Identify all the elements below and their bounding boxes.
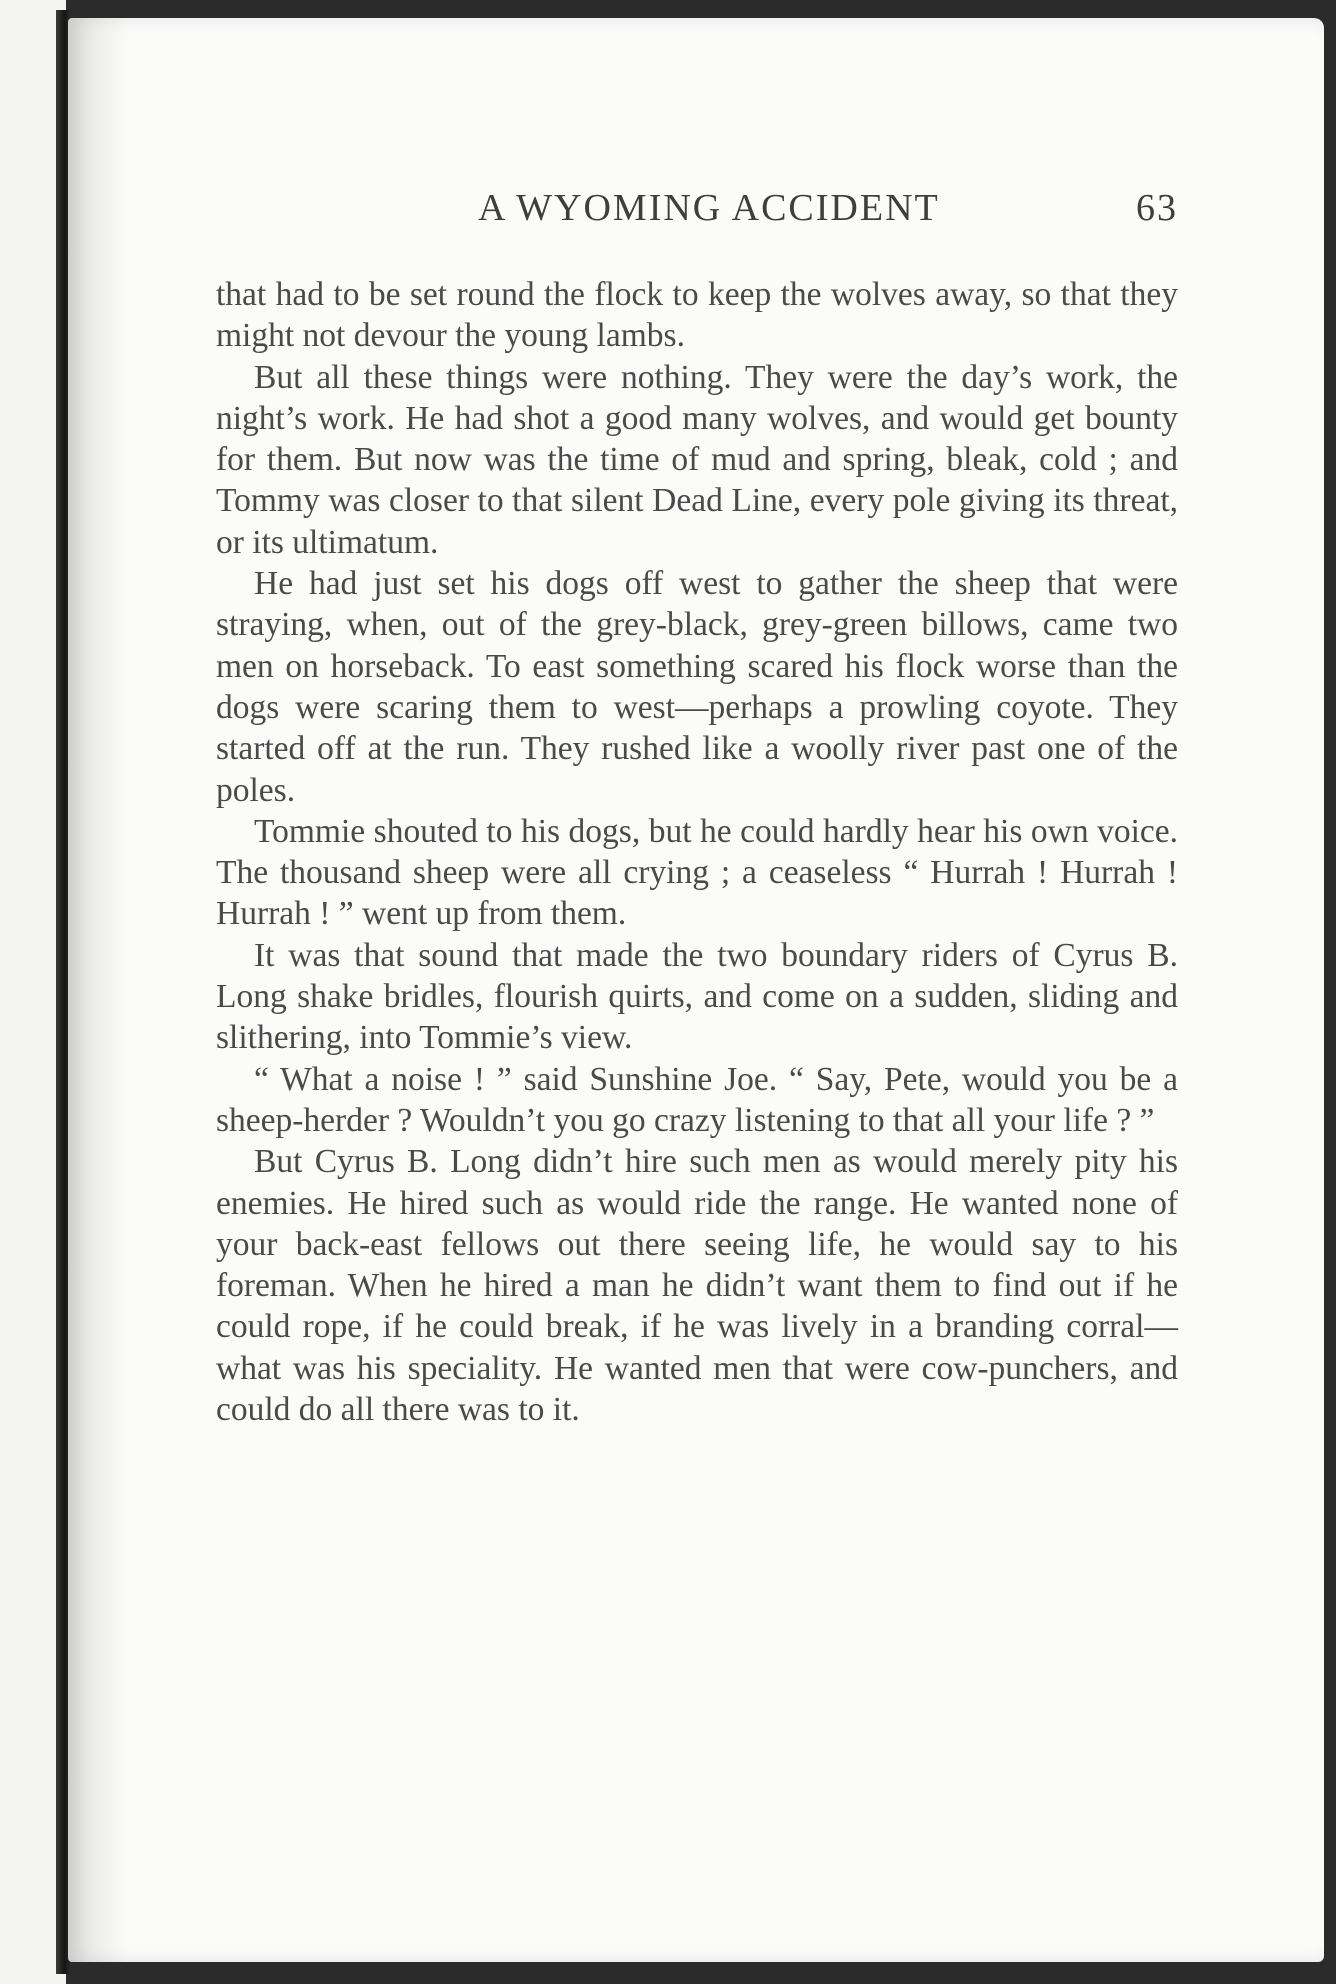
paragraph-5: It was that sound that made the two boundary riders of Cyrus B. Long shake bridles, flourish quirts, and come on a sudden, sliding and slithering, into Tommie’s view. xyxy=(216,936,1178,1057)
paragraph-4: Tommie shouted to his dogs, but he could hardly hear his own voice. The thousand sheep were all crying ; a ceaseless “ Hurrah ! Hurrah ! Hurrah ! ” went up from them. xyxy=(216,812,1178,933)
paragraph-7: But Cyrus B. Long didn’t hire such men as would merely pity his enemies. He hired such as would ride the range. He wanted none of your back-east fellows out there seeing life, he would say to his foreman. When he hired a man he didn’t want them to find out if he could rope, if he could break, if he was lively in a branding corral—what was his speciality. He wanted men that were cow-punchers, and could do all there was to it. xyxy=(216,1143,1178,1429)
paragraph-6: “ What a noise ! ” said Sunshine Joe. “ Say, Pete, would you be a sheep-herder ? Wouldn’t you go crazy listening to that all your life ? ” xyxy=(216,1060,1178,1139)
page-number: 63 xyxy=(1136,187,1178,229)
paragraph-2: But all these things were nothing. They were the day’s work, the night’s work. He had shot a good many wolves, and would get bounty for them. But now was the time of mud and spring, bleak, cold ; and Tommy was closer to that silent Dead Line, every pole giving its threat, or its ultimatum. xyxy=(216,358,1178,561)
running-head xyxy=(216,186,1178,246)
page-gutter-shadow xyxy=(68,18,128,1962)
running-title: A WYOMING ACCIDENT xyxy=(478,187,940,229)
paragraph-3: He had just set his dogs off west to gather the sheep that were straying, when, out of the grey-black, grey-green billows, came two men on horseback. To east something scared his flock worse than the dogs were scaring them to west—perhaps a prowling coyote. They started off at the run. They rushed like a woolly river past one of the poles. xyxy=(216,565,1178,809)
paragraph-1: that had to be set round the flock to keep the wolves away, so that they might not devour the young lambs. xyxy=(216,276,1178,355)
book-page xyxy=(68,18,1324,1962)
body-text xyxy=(216,274,1178,1430)
